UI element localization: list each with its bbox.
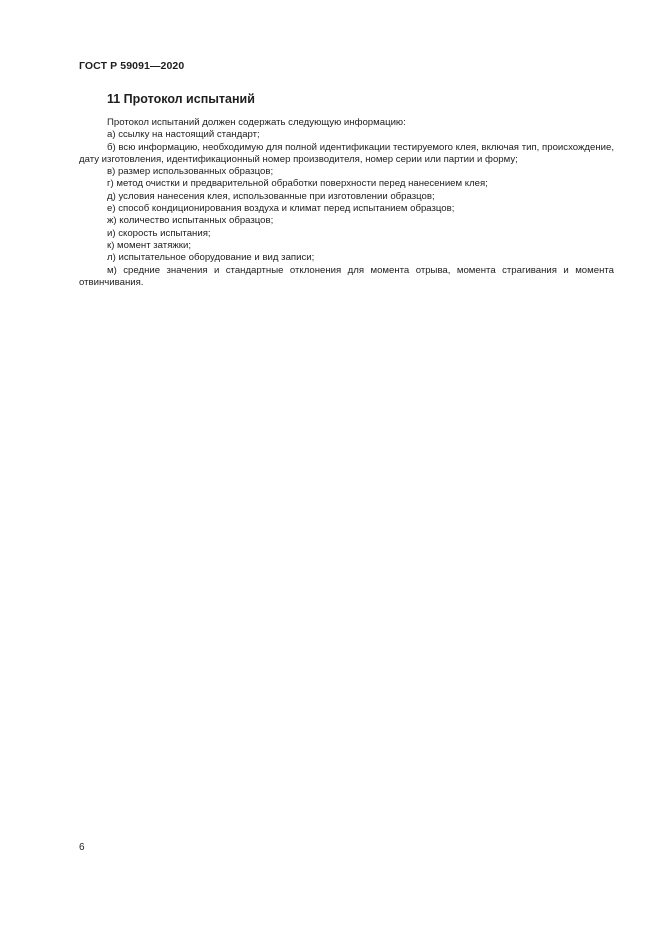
document-code-header: ГОСТ Р 59091—2020: [79, 60, 185, 72]
list-item-a: а) ссылку на настоящий стандарт;: [107, 129, 260, 141]
intro-paragraph: Протокол испытаний должен содержать следующую информацию:: [107, 117, 406, 128]
section-body: [79, 117, 614, 289]
list-item-k: к) момент затяжки;: [107, 239, 192, 251]
section-title: 11 Протокол испытаний: [107, 92, 255, 106]
list-item-b: б) всю информацию, необходимую для полной идентификации тестируемого клея, включая тип, происхождение, дату изготовления, идентификационный номер производителя, номер серии или партии и форму;: [79, 141, 614, 165]
list-item-d: д) условия нанесения клея, использованные при изготовлении образцов;: [107, 190, 435, 202]
list-item-v: в) размер использованных образцов;: [107, 166, 274, 178]
list-item-m: м) средние значения и стандартные отклонения для момента отрыва, момента страгивания и момента отвинчивания.: [79, 264, 614, 288]
list-item-i: и) скорость испытания;: [107, 227, 211, 239]
list-item-l: л) испытательное оборудование и вид записи;: [107, 252, 315, 264]
list-item-e: е) способ кондиционирования воздуха и климат перед испытанием образцов;: [107, 203, 455, 215]
page-number: 6: [79, 842, 85, 853]
list-item-g: г) метод очистки и предварительной обработки поверхности перед нанесением клея;: [107, 178, 488, 190]
list-item-zh: ж) количество испытанных образцов;: [107, 215, 274, 227]
